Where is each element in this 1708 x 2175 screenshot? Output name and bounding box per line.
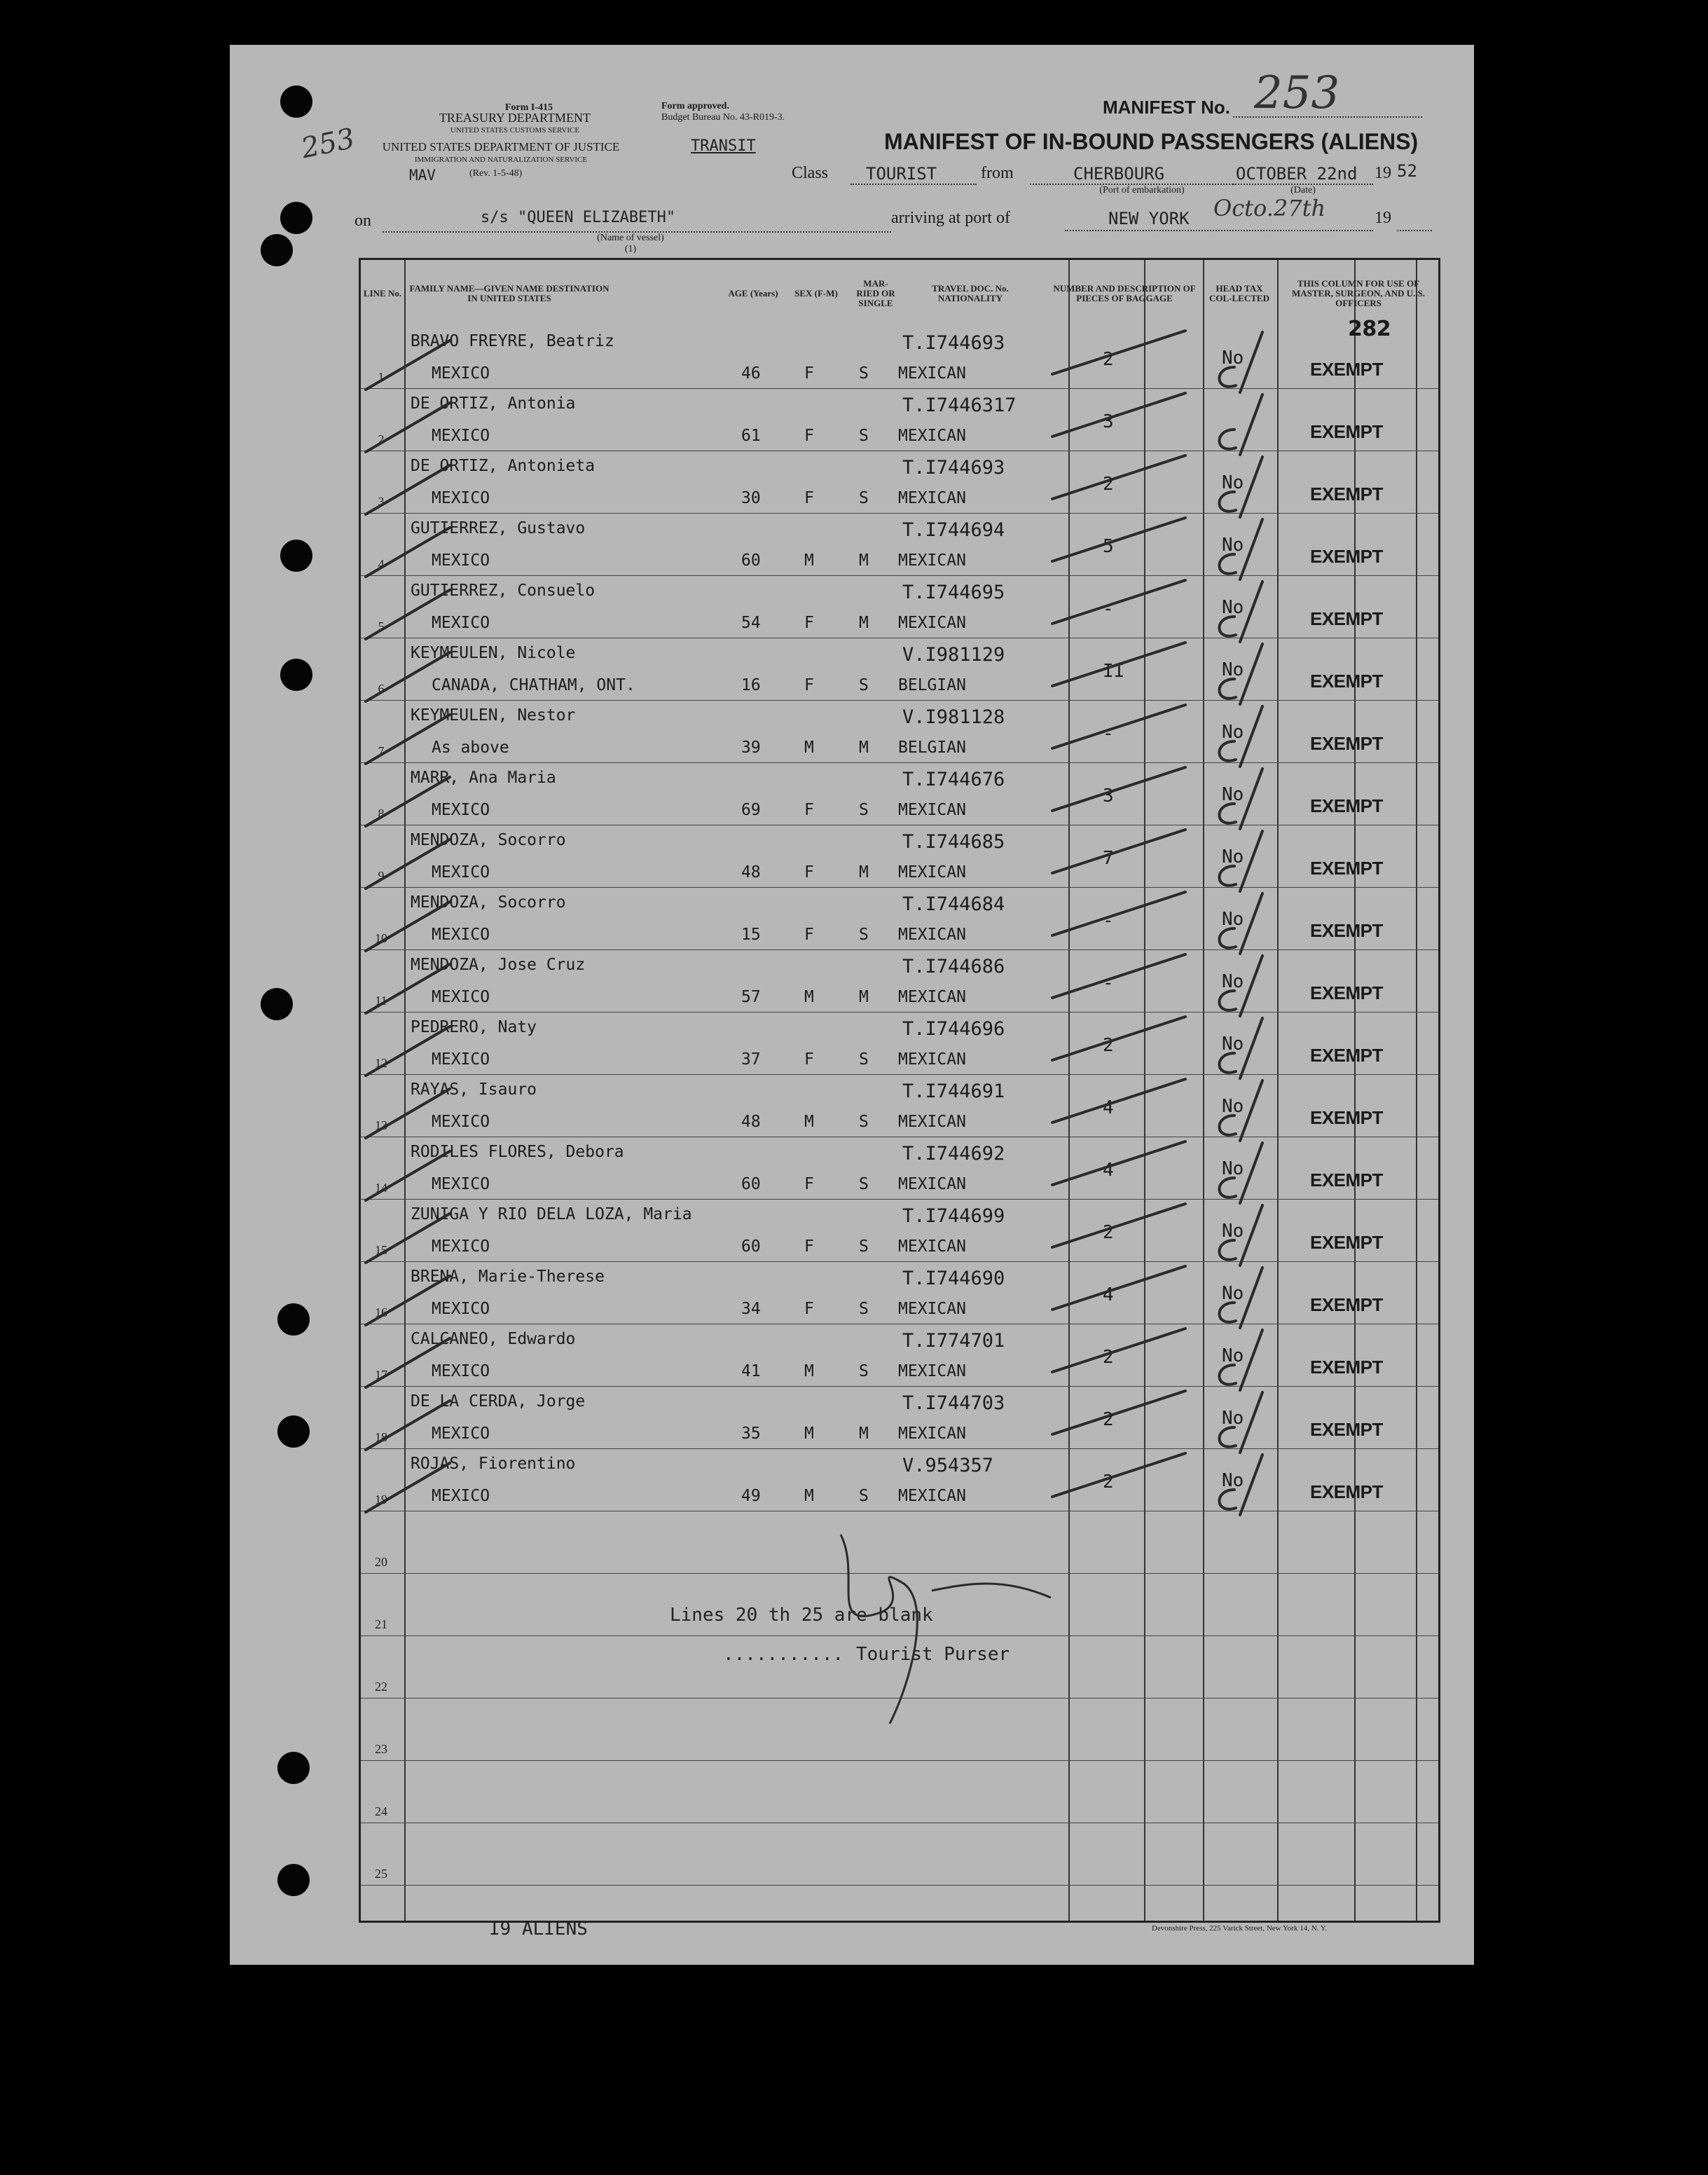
row-divider [361,949,1438,950]
marital-status: M [859,614,869,632]
age: 69 [741,801,761,819]
passenger-name: ZUNIGA Y RIO DELA LOZA, Maria [411,1205,692,1223]
head-tax: No [1222,1408,1244,1429]
travel-doc-number: T.I744685 [902,831,1005,853]
head-tax: No [1222,1345,1244,1366]
head-tax: No [1222,535,1244,556]
sex: M [804,739,814,757]
col-header-headtax: HEAD TAX COL-LECTED [1209,283,1269,303]
baggage-count: 7 [1103,848,1114,869]
line-number: 23 [375,1742,387,1756]
line-number: 19 [375,1493,387,1507]
sex: F [804,1237,814,1256]
manifest-number: 253 [1254,67,1340,119]
marital-status: S [859,1050,869,1069]
margin-number: 253 [298,122,358,165]
sex: F [804,926,814,944]
head-tax: No [1222,909,1244,930]
nationality: MEXICAN [898,988,966,1006]
line-number: 5 [378,619,385,633]
officer-stamp: EXEMPT [1310,1357,1383,1378]
destination: MEXICO [432,1300,490,1318]
nationality: MEXICAN [898,551,966,570]
manifest-title: MANIFEST OF IN-BOUND PASSENGERS (ALIENS) [884,129,1419,154]
age: 61 [741,427,761,445]
age: 37 [741,1050,761,1069]
vessel-caption: (Name of vessel) [597,233,664,243]
age: 60 [741,1237,761,1256]
destination: MEXICO [432,1425,490,1443]
destination: MEXICO [432,427,490,445]
destination: CANADA, CHATHAM, ONT. [432,676,635,694]
binder-hole [261,988,293,1020]
row-divider [361,1573,1438,1574]
marital-status: S [859,364,869,383]
passenger-name: BRENA, Marie-Therese [411,1268,605,1286]
row-divider [361,887,1438,888]
row-divider [361,1698,1438,1699]
baggage-count: 2 [1103,474,1114,495]
travel-doc-number: T.I774701 [902,1330,1005,1352]
sex: F [804,676,814,694]
destination: MEXICO [432,926,490,944]
from-value: CHERBOURG [1073,164,1165,184]
age: 48 [741,1113,761,1131]
officer-stamp: EXEMPT [1310,733,1383,754]
line-number: 16 [375,1305,387,1319]
travel-doc-number: T.I744693 [902,457,1005,479]
alien-count: I9 ALIENS [489,1919,588,1940]
passenger-name: DE ORTIZ, Antonieta [411,457,595,475]
officer-stamp: EXEMPT [1310,546,1383,567]
baggage-count: 2 [1103,349,1114,370]
baggage-count: 4 [1103,1097,1114,1118]
sex: F [804,427,814,445]
baggage-count: 4 [1103,1284,1114,1305]
row-divider [361,388,1438,389]
head-tax: No [1222,784,1244,805]
col-header-baggage: NUMBER AND DESCRIPTION OF PIECES OF BAGGAGE [1053,283,1196,303]
revision: (Rev. 1-5-48) [469,168,523,179]
line-number: 11 [375,994,387,1008]
passenger-name: MENDOZA, Socorro [411,831,566,849]
baggage-count: - [1103,723,1114,744]
nationality: MEXICAN [898,863,966,881]
stamp-282: 282 [1348,317,1391,341]
purser-title: Tourist Purser [856,1644,1010,1665]
port-line [1065,230,1373,231]
head-tax: No [1222,1158,1244,1179]
passenger-name: ROJAS, Fiorentino [411,1455,576,1473]
binder-hole [277,1303,310,1336]
destination: MEXICO [432,1237,490,1256]
sex: M [804,551,814,570]
manifest-label: MANIFEST No. [1103,97,1230,118]
head-tax: No [1222,846,1244,867]
line-number: 13 [375,1118,387,1132]
binder-hole [261,234,293,266]
form-number: Form I-415 [504,102,553,113]
from-label: from [981,164,1014,182]
line-number: 10 [375,931,387,945]
age: 34 [741,1300,761,1318]
marital-status: S [859,1113,869,1131]
line-number: 8 [378,807,385,821]
col1-caption: (1) [624,244,637,254]
blank-lines-note: Lines 20 th 25 are blank [670,1605,933,1626]
officer-stamp: EXEMPT [1310,795,1383,816]
baggage-count: 2 [1103,1347,1114,1368]
travel-doc-number: T.I744684 [902,893,1005,915]
officer-stamp: EXEMPT [1310,1169,1383,1191]
ins-service: IMMIGRATION AND NATURALIZATION SERVICE [414,156,588,164]
marital-status: S [859,801,869,819]
travel-doc-number: V.I981129 [902,644,1005,666]
head-tax: No [1222,1096,1244,1117]
passenger-name: RODILES FLORES, Debora [411,1143,624,1161]
destination: MEXICO [432,614,490,632]
officer-stamp: EXEMPT [1310,1481,1383,1502]
port-embark-caption: (Port of embarkation) [1099,185,1185,195]
nationality: MEXICAN [898,364,966,383]
nationality: MEXICAN [898,427,966,445]
col-header-travel: TRAVEL DOC. No. NATIONALITY [932,283,1009,303]
destination: MEXICO [432,1113,490,1131]
binder-hole [280,202,312,234]
travel-doc-number: T.I744691 [902,1080,1005,1102]
travel-doc-number: T.I744694 [902,519,1005,541]
binder-hole [280,659,312,691]
nationality: MEXICAN [898,1425,966,1443]
age: 49 [741,1487,761,1505]
passenger-name: MENDOZA, Socorro [411,893,566,912]
head-tax: No [1222,722,1244,743]
row-divider [361,513,1438,514]
officer-stamp: EXEMPT [1310,483,1383,505]
passenger-name: MENDOZA, Jose Cruz [411,956,586,974]
officer-stamp: EXEMPT [1310,671,1383,692]
sex: F [804,1175,814,1193]
nationality: MEXICAN [898,1300,966,1318]
customs-service: UNITED STATES CUSTOMS SERVICE [450,126,580,135]
marital-status: S [859,1237,869,1256]
line-number: 9 [378,869,385,883]
head-tax: No [1222,348,1244,369]
travel-doc-number: T.I744692 [902,1143,1005,1165]
sex: M [804,988,814,1006]
baggage-count: 4 [1103,1160,1114,1181]
baggage-count: II [1103,661,1125,682]
class-value: TOURIST [866,164,937,184]
nationality: MEXICAN [898,1487,966,1505]
row-divider [361,1386,1438,1387]
passenger-name: RAYAS, Isauro [411,1080,537,1099]
nationality: MEXICAN [898,1175,966,1193]
form-approved: Form approved. [661,101,729,111]
baggage-count: 2 [1103,1222,1114,1243]
col-header-officers: THIS COLUMN FOR USE OF MASTER, SURGEON, AND U. S. OFFICERS [1292,278,1425,308]
destination: MEXICO [432,863,490,881]
vessel-name: s/s "QUEEN ELIZABETH" [481,209,676,226]
nationality: MEXICAN [898,614,966,632]
officer-stamp: EXEMPT [1310,920,1383,941]
officer-stamp: EXEMPT [1310,359,1383,380]
head-tax: No [1222,659,1244,680]
baggage-count: - [1103,973,1114,994]
officer-stamp: EXEMPT [1310,421,1383,442]
sex: M [804,1487,814,1505]
year-prefix-2: 19 [1375,209,1391,227]
initials: MAV [409,167,436,184]
head-tax: No [1222,597,1244,618]
row-divider [361,1885,1438,1886]
marital-status: S [859,1300,869,1318]
nationality: BELGIAN [898,739,966,757]
travel-doc-number: T.I744696 [902,1018,1005,1040]
age: 57 [741,988,761,1006]
marital-status: S [859,489,869,507]
head-tax: No [1222,1221,1244,1242]
marital-status: M [859,1425,869,1443]
destination: MEXICO [432,364,490,383]
officer-stamp: EXEMPT [1310,1419,1383,1440]
year-prefix: 19 [1375,164,1391,182]
head-tax: No [1222,1034,1244,1055]
passenger-name: DE LA CERDA, Jorge [411,1392,586,1411]
sex: M [804,1113,814,1131]
nationality: MEXICAN [898,1113,966,1131]
travel-doc-number: T.I744693 [902,332,1005,354]
sex: F [804,801,814,819]
row-divider [361,1760,1438,1761]
nationality: MEXICAN [898,1362,966,1380]
destination: MEXICO [432,801,490,819]
col-header-sex: SEX (F-M) [794,288,838,299]
age: 35 [741,1425,761,1443]
justice-dept: UNITED STATES DEPARTMENT OF JUSTICE [382,140,620,153]
arrival-port: NEW YORK [1108,209,1190,228]
baggage-count: 2 [1103,1035,1114,1056]
row-divider [361,762,1438,763]
line-number: 1 [378,370,385,384]
passenger-name: KEYMEULEN, Nicole [411,644,576,662]
transit-stamp: TRANSIT [691,137,756,155]
sex: F [804,489,814,507]
officer-stamp: EXEMPT [1310,1294,1383,1315]
nationality: MEXICAN [898,1237,966,1256]
departure-date: OCTOBER 22nd [1236,164,1358,184]
head-tax: No [1222,472,1244,493]
baggage-count: 5 [1103,536,1114,557]
age: 30 [741,489,761,507]
officer-stamp: EXEMPT [1310,1045,1383,1066]
head-tax: No [1222,1283,1244,1304]
nationality: MEXICAN [898,489,966,507]
destination: MEXICO [432,489,490,507]
sex: F [804,1050,814,1069]
passenger-name: GUTIERREZ, Consuelo [411,582,595,600]
officer-stamp: EXEMPT [1310,1107,1383,1128]
row-divider [361,700,1438,701]
destination: MEXICO [432,1487,490,1505]
marital-status: M [859,739,869,757]
line-number: 14 [375,1181,387,1195]
marital-status: M [859,988,869,1006]
line-number: 21 [375,1617,387,1631]
nationality: BELGIAN [898,676,966,694]
travel-doc-number: T.I744703 [902,1392,1005,1414]
line-number: 17 [375,1368,387,1382]
sex: F [804,1300,814,1318]
passenger-name: GUTIERREZ, Gustavo [411,519,586,537]
line-number: 18 [375,1430,387,1444]
sex: M [804,1362,814,1380]
line-number: 3 [378,495,385,509]
line-number: 2 [378,432,385,446]
destination: MEXICO [432,988,490,1006]
date-caption: (Date) [1290,185,1316,195]
age: 16 [741,676,761,694]
baggage-count: - [1103,910,1114,931]
on-label: on [354,212,371,230]
travel-doc-number: T.I744699 [902,1205,1005,1227]
baggage-count: 3 [1103,785,1114,807]
line-number: 15 [375,1243,387,1257]
row-divider [361,1448,1438,1449]
nationality: MEXICAN [898,926,966,944]
marital-status: S [859,427,869,445]
baggage-count: 2 [1103,1471,1114,1493]
col-header-age: AGE (Years) [728,288,778,299]
sex: M [804,1425,814,1443]
binder-hole [280,540,312,572]
baggage-count: 2 [1103,1409,1114,1430]
age: 46 [741,364,761,383]
travel-doc-number: T.I7446317 [902,394,1017,416]
travel-doc-number: T.I744690 [902,1268,1005,1289]
age: 41 [741,1362,761,1380]
nationality: MEXICAN [898,1050,966,1069]
travel-doc-number: T.I744686 [902,956,1005,977]
binder-hole [277,1864,310,1896]
treasury-dept: TREASURY DEPARTMENT [439,111,591,125]
age: 48 [741,863,761,881]
class-line [850,184,977,185]
binder-hole [280,85,312,118]
row-divider [361,1261,1438,1262]
row-divider [361,1635,1438,1636]
destination: MEXICO [432,1362,490,1380]
arrival-date: Octo.27th [1213,195,1326,221]
line-number: 20 [375,1555,387,1569]
destination: MEXICO [432,1175,490,1193]
marital-status: S [859,676,869,694]
col-header-line: LINE No. [363,288,402,299]
passenger-name: PEDRERO, Naty [411,1018,537,1036]
binder-hole [277,1752,310,1784]
printer-credit: Devonshire Press, 225 Varick Street, New York 14, N. Y. [1152,1924,1328,1933]
officer-stamp: EXEMPT [1310,982,1383,1003]
age: 54 [741,614,761,632]
passenger-name: DE ORTIZ, Antonia [411,394,576,413]
passenger-name: KEYMEULEN, Nestor [411,706,576,725]
sex: F [804,863,814,881]
age: 15 [741,926,761,944]
destination: MEXICO [432,1050,490,1069]
line-number: 6 [378,682,385,696]
budget-bureau: Budget Bureau No. 43-R019-3. [661,112,785,123]
travel-doc-number: V.I981128 [902,706,1005,728]
head-tax: No [1222,971,1244,992]
baggage-count: - [1103,598,1114,619]
age: 60 [741,551,761,570]
passenger-name: CALCANEO, Edwardo [411,1330,576,1348]
travel-doc-number: T.I744676 [902,769,1005,790]
marital-status: S [859,1487,869,1505]
travel-doc-number: T.I744695 [902,582,1005,603]
destination: As above [432,739,509,757]
binder-hole [277,1415,310,1448]
col-header-name: FAMILY NAME—GIVEN NAME DESTINATION IN UNITED STATES [409,283,609,303]
age: 39 [741,739,761,757]
officer-stamp: EXEMPT [1310,608,1383,629]
class-label: Class [792,164,829,182]
year-line [1397,230,1432,231]
line-number: 25 [375,1867,387,1881]
marital-status: M [859,863,869,881]
arriving-label: arriving at port of [891,209,1010,227]
marital-status: M [859,551,869,570]
year-value: 52 [1397,161,1417,181]
line-number: 7 [378,744,385,758]
marital-status: S [859,1362,869,1380]
sex: F [804,614,814,632]
row-divider [361,1012,1438,1013]
officer-stamp: EXEMPT [1310,1232,1383,1253]
sex: F [804,364,814,383]
head-tax: No [1222,1470,1244,1491]
col-header-married: MAR-RIED OR SINGLE [856,278,895,308]
passenger-name: BRAVO FREYRE, Beatriz [411,332,614,350]
destination: MEXICO [432,551,490,570]
purser-dots: ........... [723,1644,844,1665]
travel-doc-number: V.954357 [902,1455,994,1476]
age: 60 [741,1175,761,1193]
baggage-count: 3 [1103,411,1114,432]
line-number: 22 [375,1680,387,1694]
row-divider [361,1199,1438,1200]
row-divider [361,575,1438,576]
marital-status: S [859,1175,869,1193]
row-divider [361,1074,1438,1075]
line-number: 24 [375,1804,387,1818]
nationality: MEXICAN [898,801,966,819]
officer-stamp: EXEMPT [1310,858,1383,879]
marital-status: S [859,926,869,944]
line-number: 12 [375,1056,387,1070]
passenger-name: MARR, Ana Maria [411,769,556,787]
line-number: 4 [378,557,385,571]
